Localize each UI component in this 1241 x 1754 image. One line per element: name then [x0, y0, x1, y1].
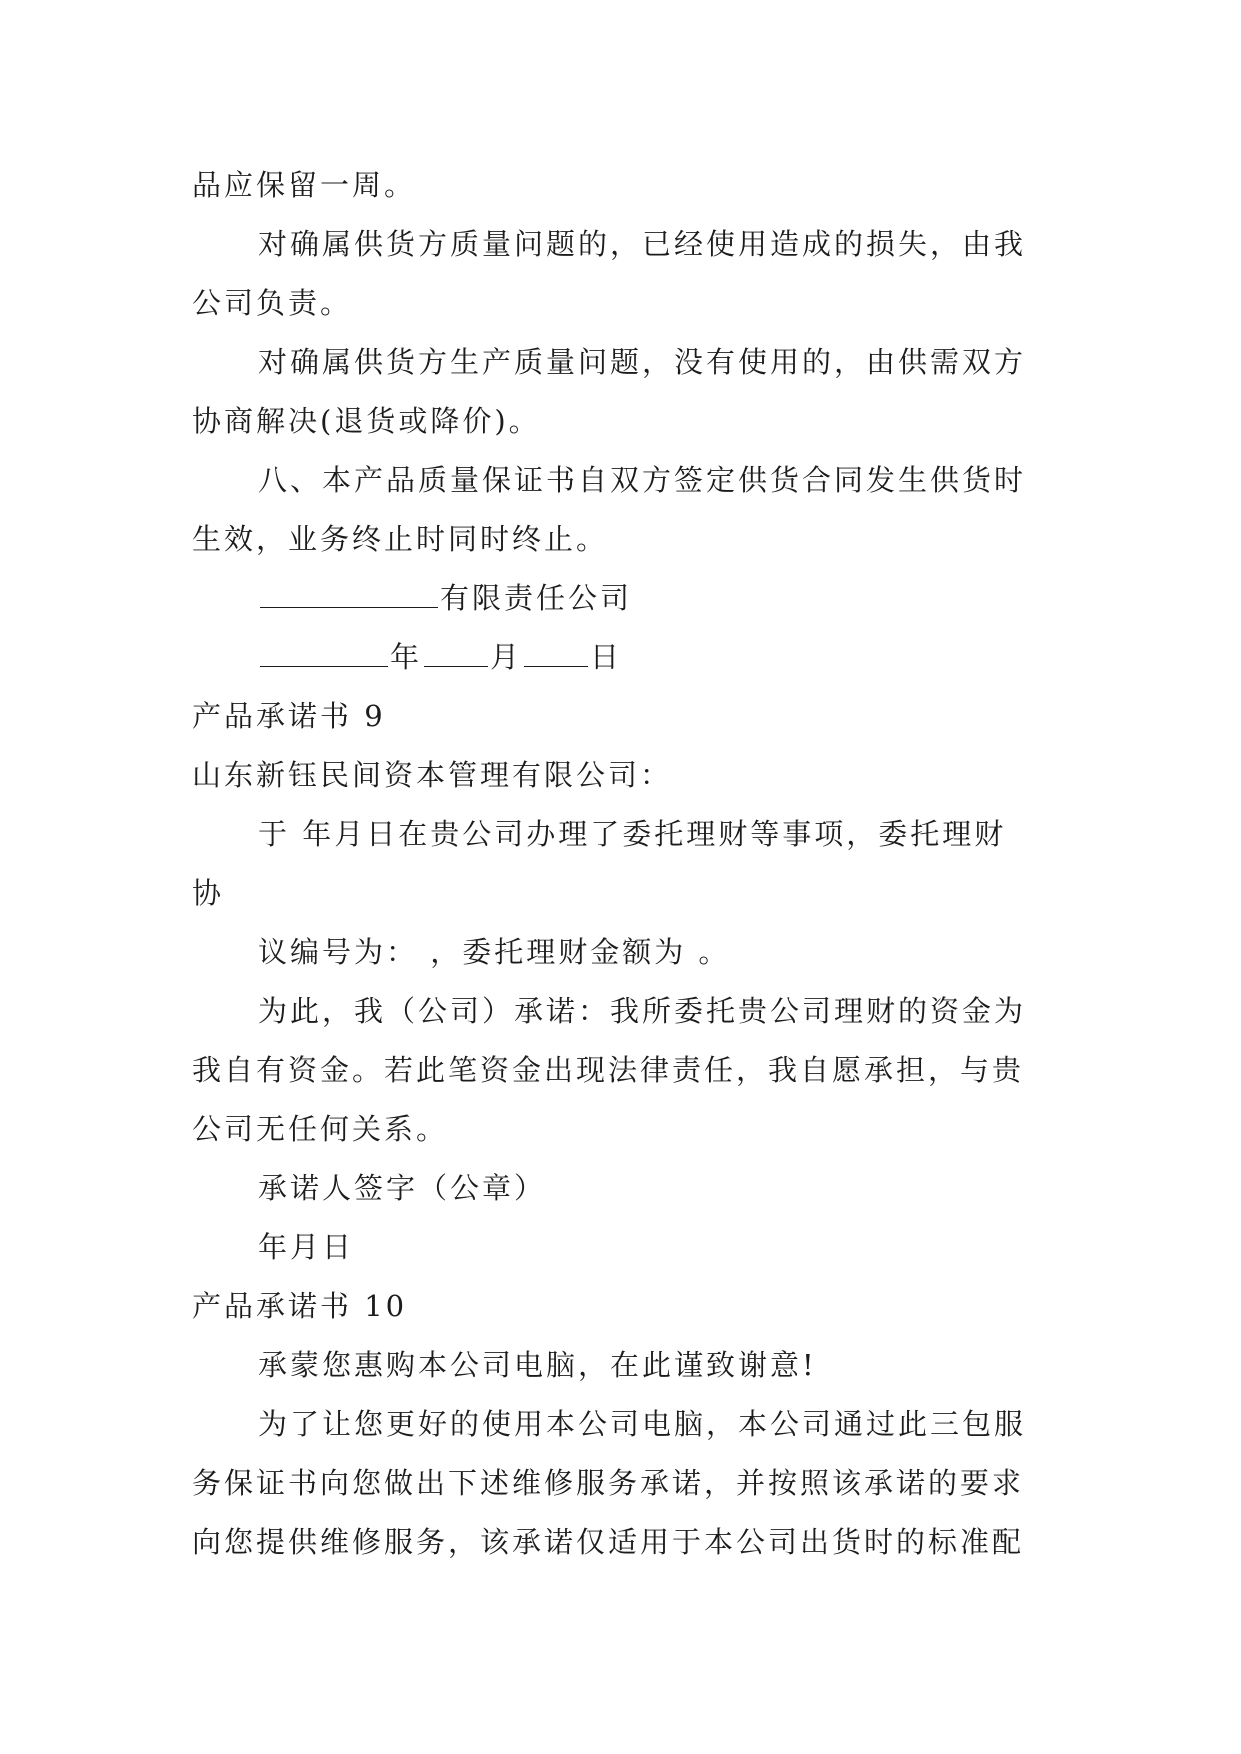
- addressee: 山东新钰民间资本管理有限公司：: [192, 758, 673, 792]
- company-suffix: 有限责任公司: [440, 581, 633, 615]
- year-blank: [260, 646, 388, 667]
- paragraph-line: 向您提供维修服务，该承诺仅适用于本公司出货时的标准配: [192, 1525, 1025, 1559]
- paragraph-line: 承蒙您惠购本公司电脑，在此谨致谢意!: [258, 1348, 817, 1382]
- paragraph-line: 我自有资金。若此笔资金出现法律责任，我自愿承担，与贵: [192, 1053, 1025, 1087]
- section-heading: 产品承诺书 10: [192, 1289, 408, 1323]
- paragraph-line: 八、本产品质量保证书自双方签定供货合同发生供货时: [258, 463, 1027, 497]
- paragraph-line: 协: [192, 876, 225, 910]
- year-label: 年: [390, 640, 423, 674]
- paragraph-line: 公司无任何关系。: [192, 1112, 449, 1146]
- paragraph-line: 为了让您更好的使用本公司电脑，本公司通过此三包服: [258, 1407, 1027, 1441]
- company-signature-line: [192, 569, 1052, 628]
- date-line: [192, 628, 1052, 687]
- paragraph-line: 公司负责。: [192, 286, 353, 320]
- company-name-blank: [260, 587, 438, 608]
- signature-label: 承诺人签字（公章）: [258, 1171, 547, 1205]
- day-blank: [524, 646, 588, 667]
- paragraph-line: 对确属供货方生产质量问题，没有使用的，由供需双方: [258, 345, 1027, 379]
- paragraph-line: 于 年月日在贵公司办理了委托理财等事项，委托理财: [258, 817, 1007, 851]
- paragraph-line: 生效，业务终止时同时终止。: [192, 522, 609, 556]
- paragraph-line: 品应保留一周。: [192, 168, 417, 202]
- section-heading: 产品承诺书 9: [192, 699, 386, 733]
- day-label: 日: [590, 640, 623, 674]
- paragraph-line: 对确属供货方质量问题的，已经使用造成的损失，由我: [258, 227, 1027, 261]
- date-label: 年月日: [258, 1230, 355, 1264]
- paragraph-line: 协商解决(退货或降价)。: [192, 404, 541, 438]
- paragraph-line: 为此，我（公司）承诺：我所委托贵公司理财的资金为: [258, 994, 1027, 1028]
- document-body: [192, 156, 1052, 1572]
- paragraph-line: 议编号为： ，委托理财金额为 。: [258, 935, 731, 969]
- month-label: 月: [490, 640, 523, 674]
- paragraph-line: 务保证书向您做出下述维修服务承诺，并按照该承诺的要求: [192, 1466, 1025, 1500]
- month-blank: [424, 646, 488, 667]
